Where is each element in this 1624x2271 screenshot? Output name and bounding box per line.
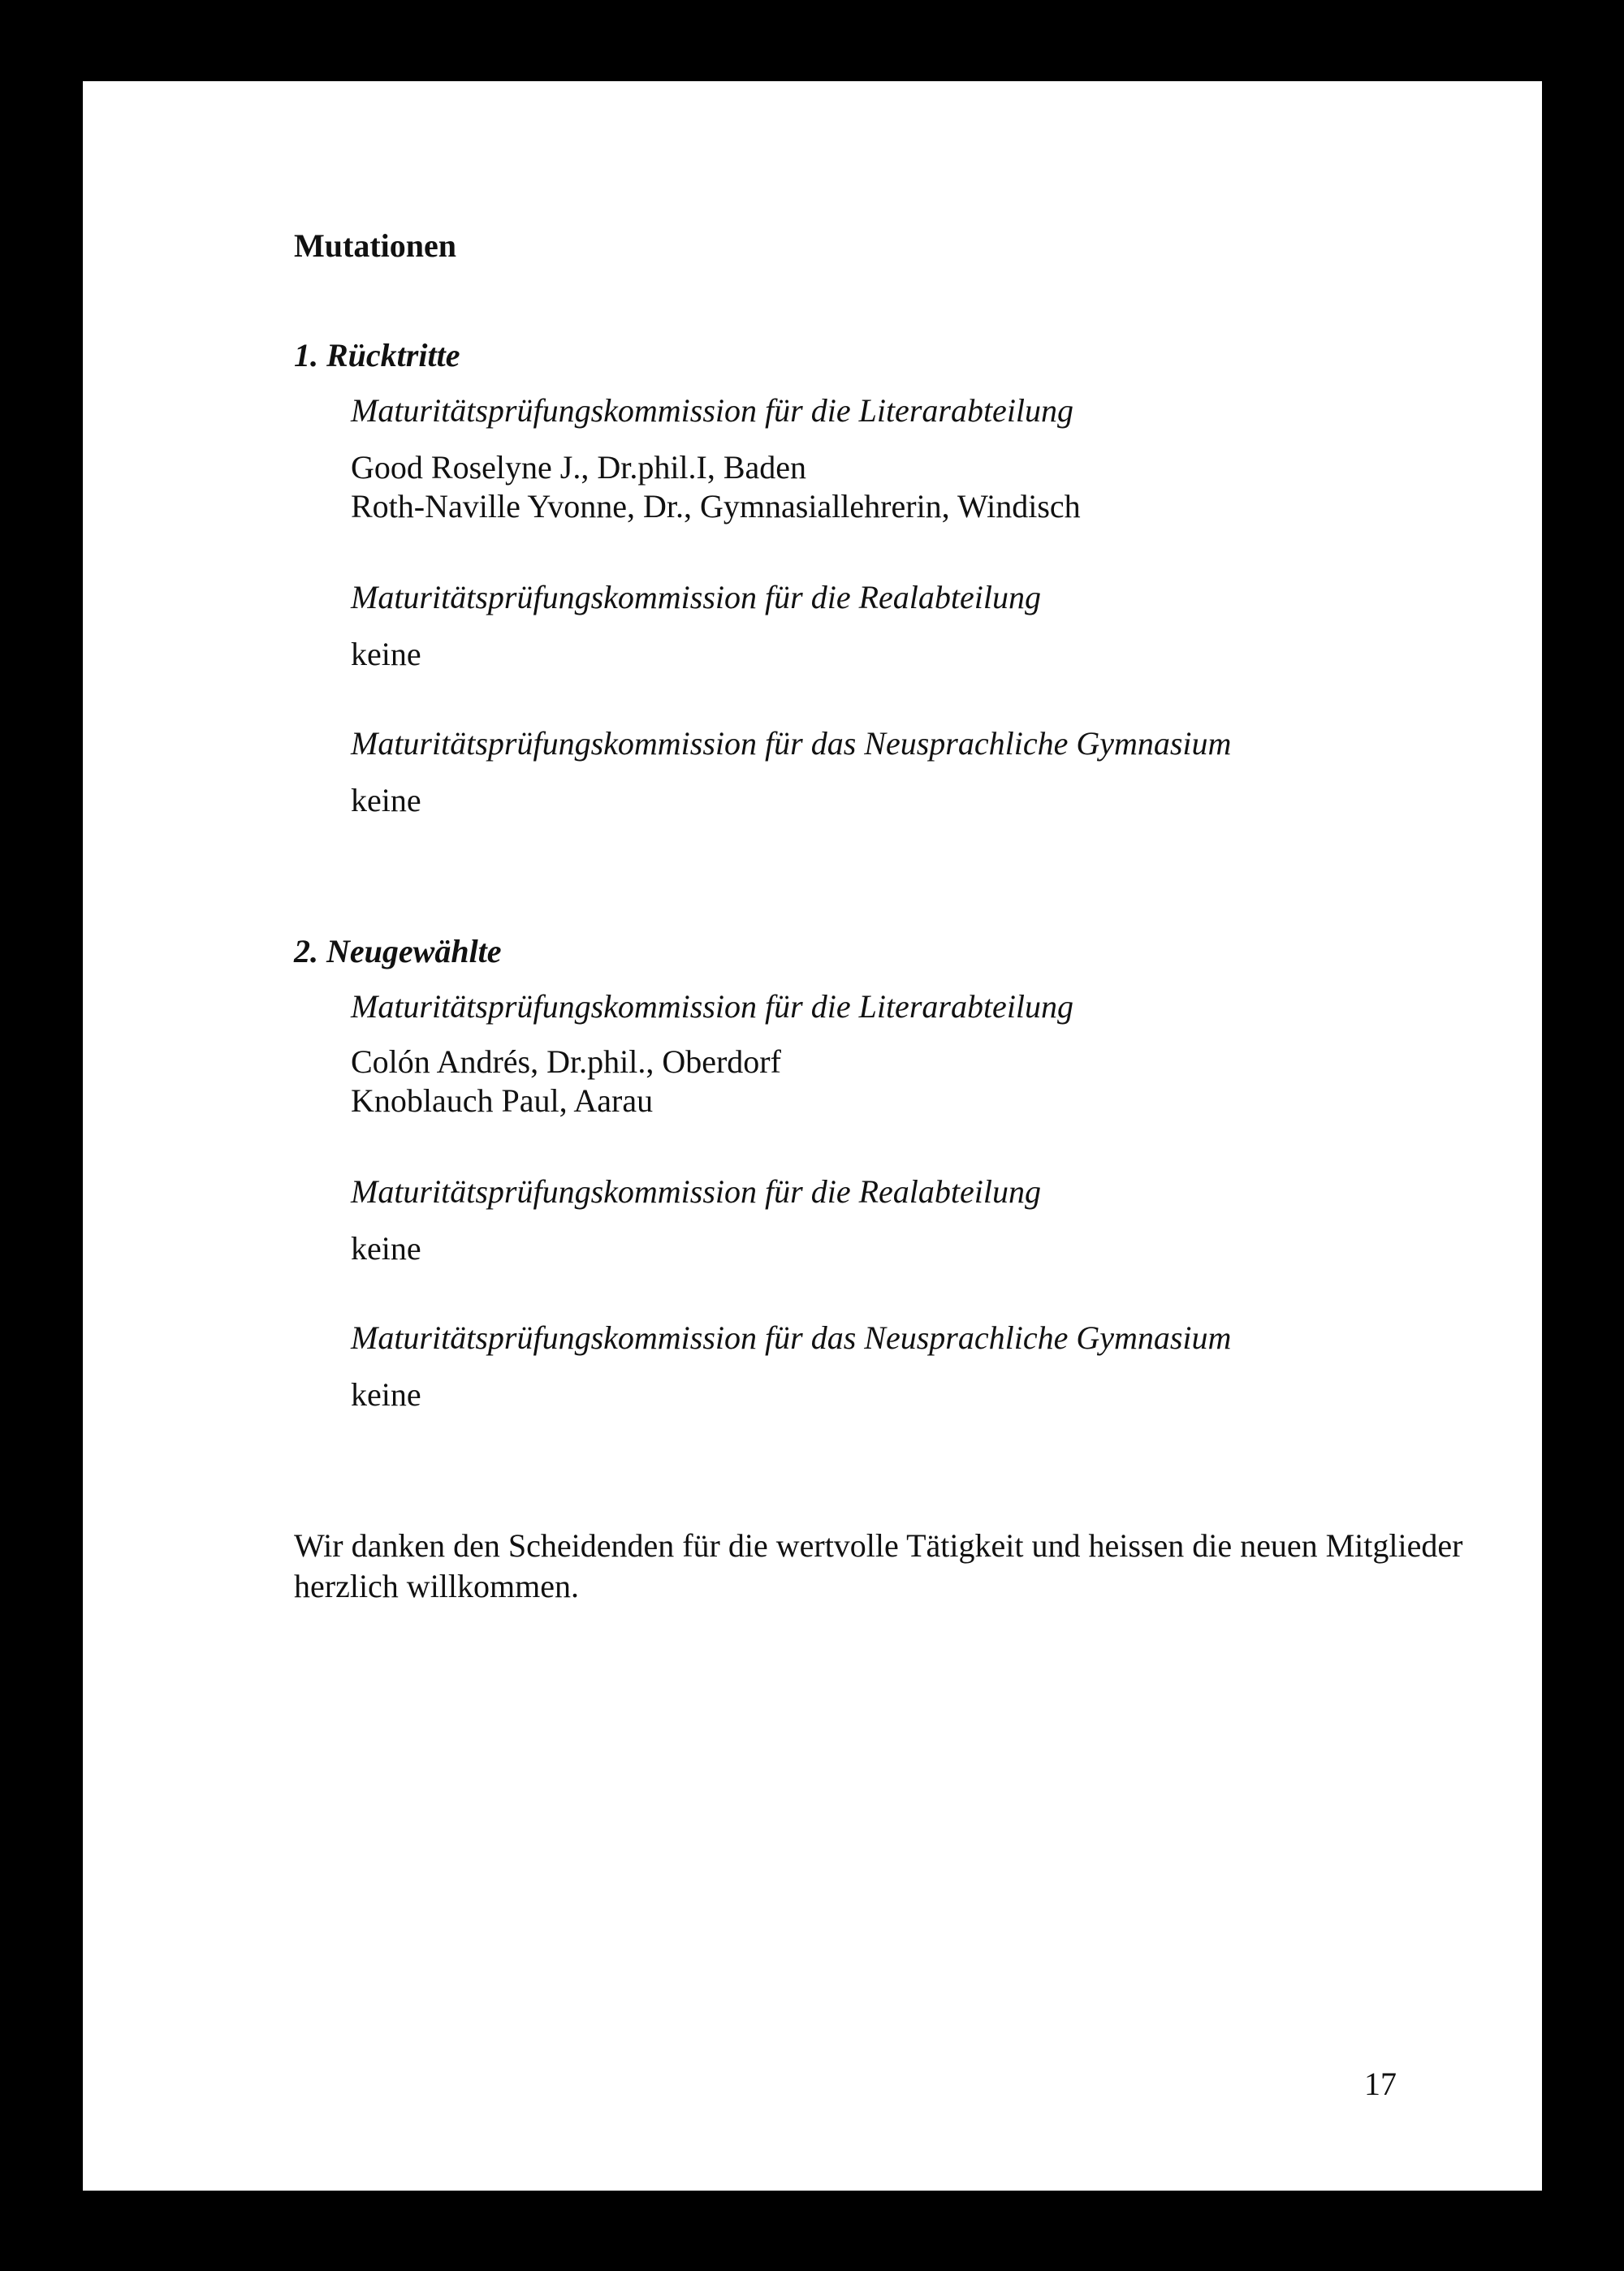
commission-heading: Maturitätsprüfungskommission für die Realabteilung bbox=[351, 579, 1041, 615]
commission-heading: Maturitätsprüfungskommission für die Literarabteilung bbox=[351, 392, 1074, 429]
member-entry: keine bbox=[351, 636, 421, 672]
member-entry: Good Roselyne J., Dr.phil.I, Baden bbox=[351, 449, 807, 486]
member-entry: Knoblauch Paul, Aarau bbox=[351, 1082, 654, 1119]
closing-paragraph: Wir danken den Scheidenden für die wertvolle Tätigkeit und heissen die neuen Mitglieder herzlich willkommen. bbox=[294, 1527, 1463, 1604]
member-entry: keine bbox=[351, 1376, 421, 1413]
commission-heading: Maturitätsprüfungskommission für das Neusprachliche Gymnasium bbox=[351, 725, 1232, 762]
commission-heading: Maturitätsprüfungskommission für die Realabteilung bbox=[351, 1173, 1041, 1210]
section-title-ruecktritte: 1. Rücktritte bbox=[294, 337, 460, 373]
member-entry: Colón Andrés, Dr.phil., Oberdorf bbox=[351, 1043, 781, 1080]
section-title-neugewaehlte: 2. Neugewählte bbox=[294, 933, 502, 969]
page-number: 17 bbox=[1364, 2066, 1397, 2102]
member-entry: Roth-Naville Yvonne, Dr., Gymnasiallehrerin, Windisch bbox=[351, 488, 1081, 525]
document-page bbox=[83, 81, 1542, 2191]
commission-heading: Maturitätsprüfungskommission für die Literarabteilung bbox=[351, 988, 1074, 1025]
page-heading: Mutationen bbox=[294, 227, 456, 264]
member-entry: keine bbox=[351, 782, 421, 818]
member-entry: keine bbox=[351, 1230, 421, 1267]
commission-heading: Maturitätsprüfungskommission für das Neusprachliche Gymnasium bbox=[351, 1319, 1232, 1356]
